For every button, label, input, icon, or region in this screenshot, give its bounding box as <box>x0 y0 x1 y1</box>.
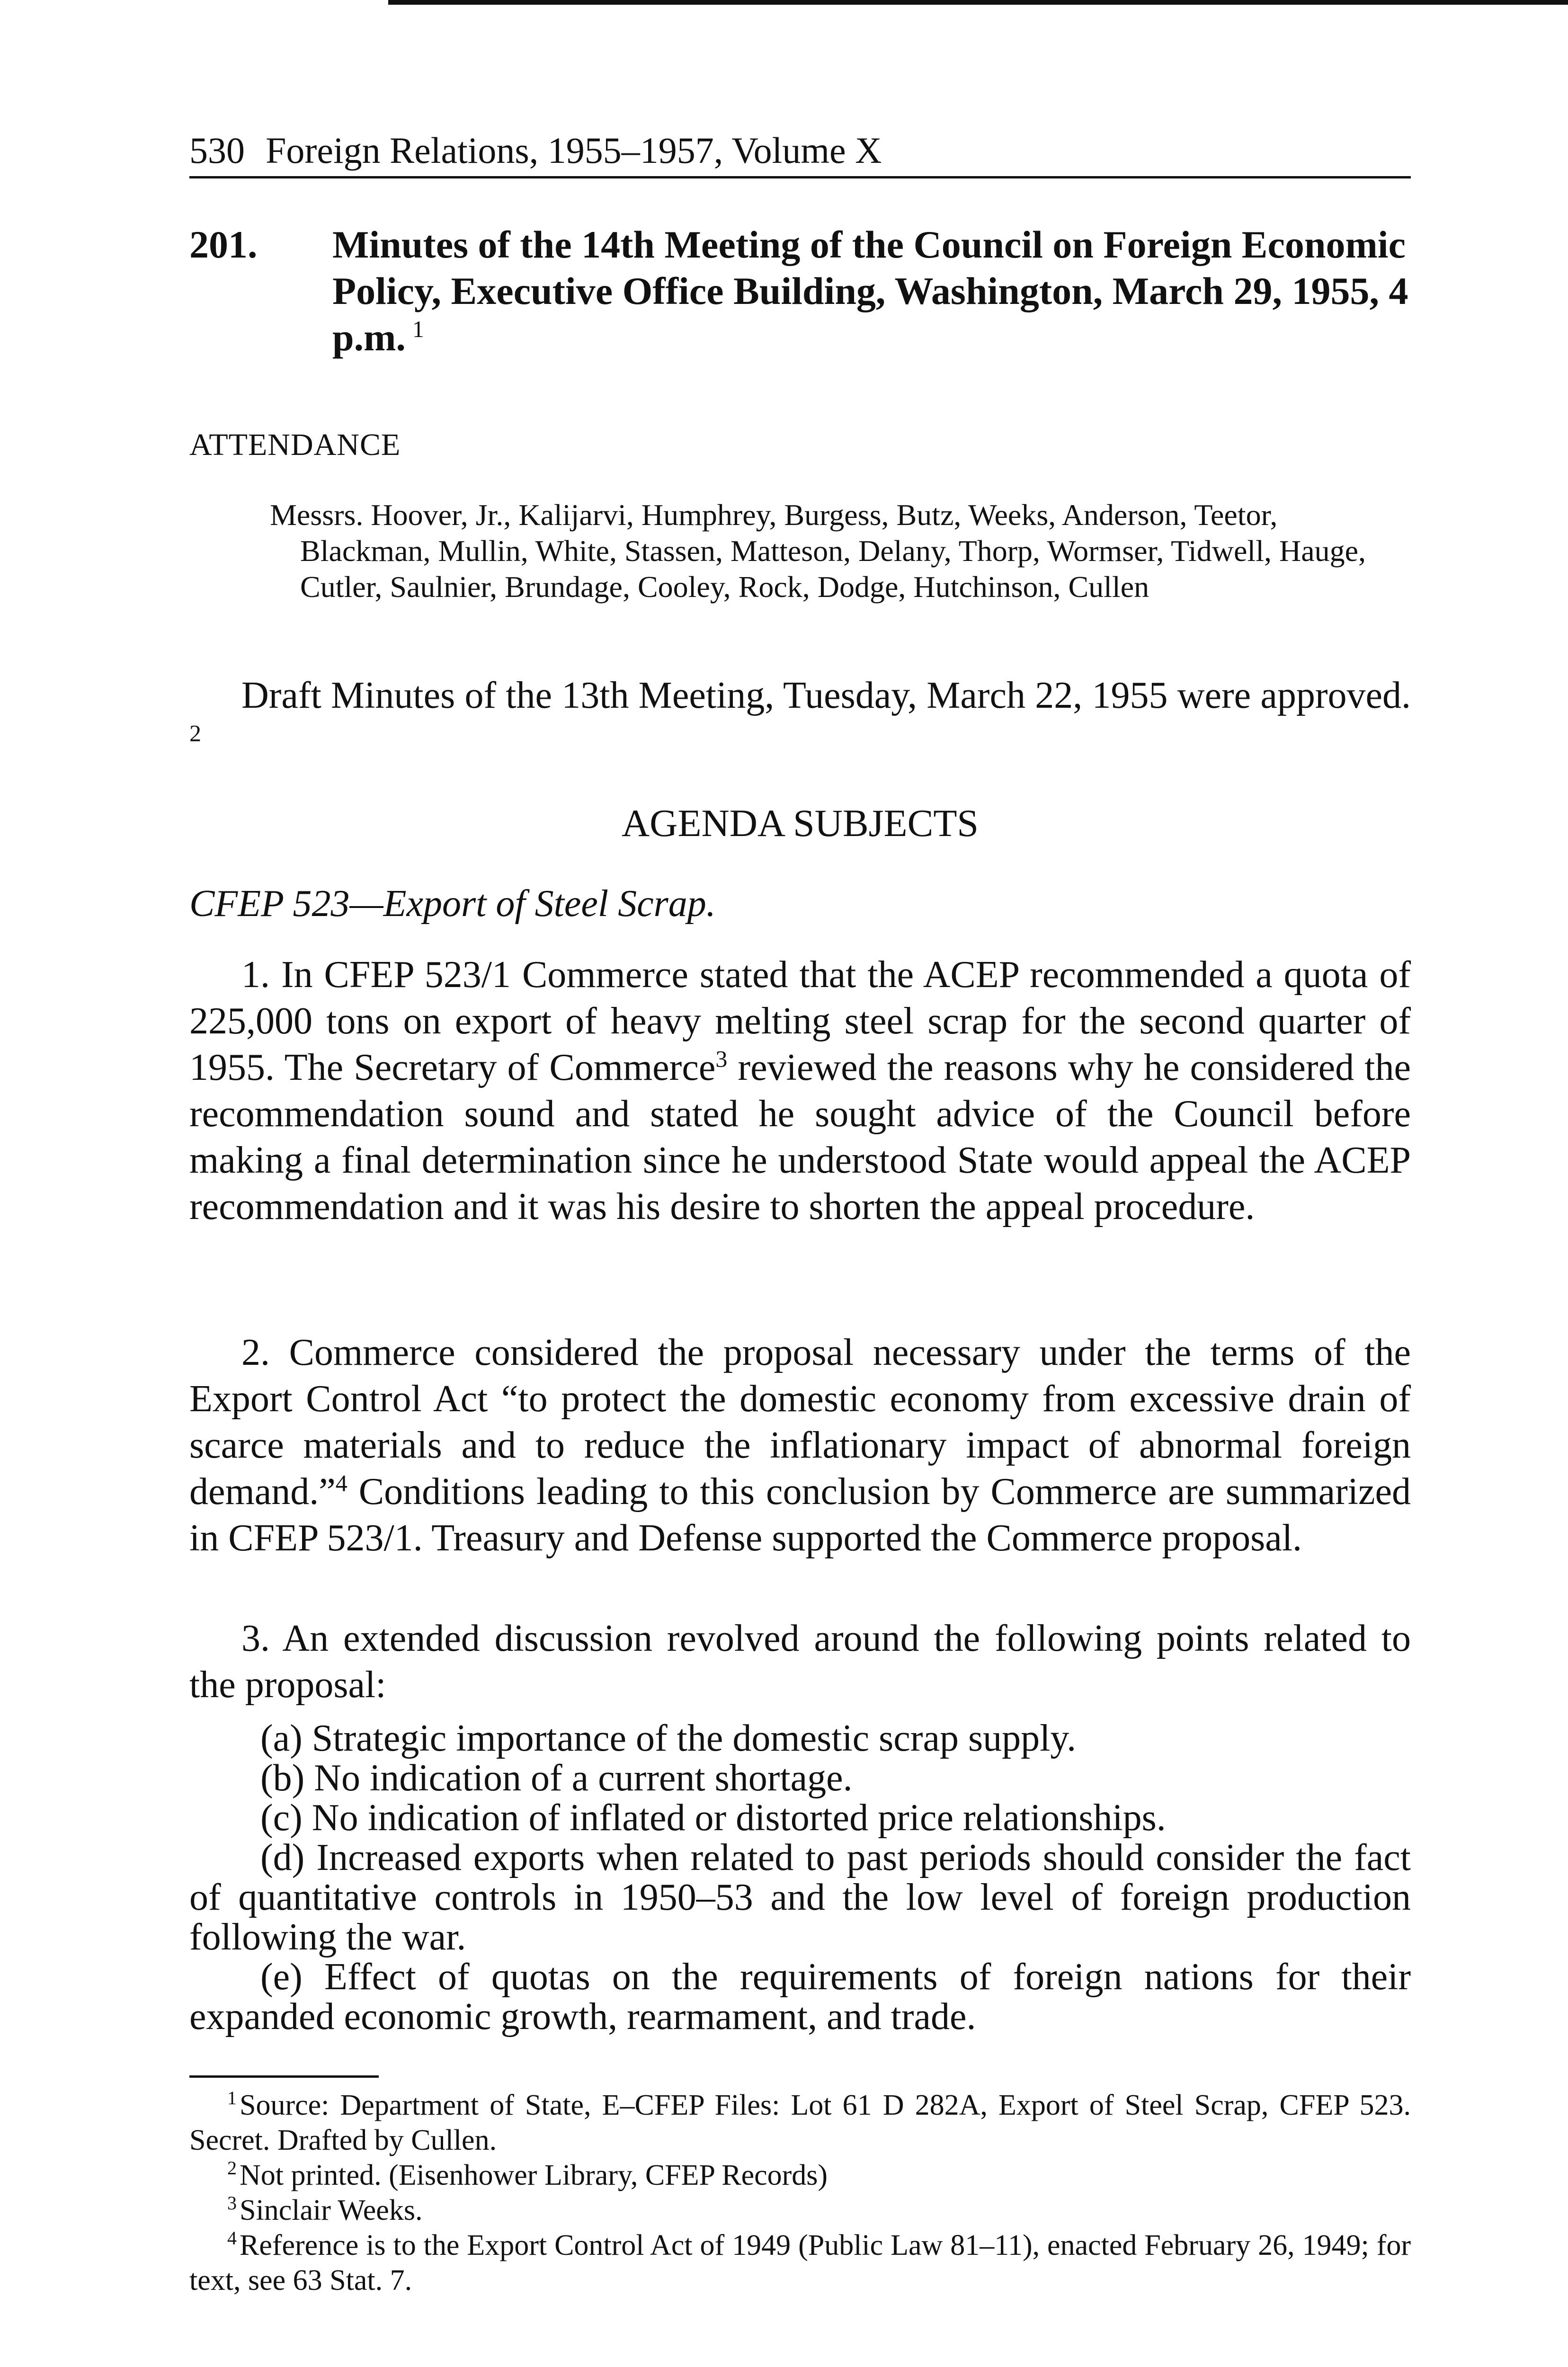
footnotes <box>189 2088 1411 2298</box>
point-d: (d) Increased exports when related to past periods should consider the fact of quantitative controls in 1950–53 and the low level of foreign production following the war. <box>189 1837 1411 1958</box>
footnote-2 <box>189 2158 1411 2193</box>
top-edge-rule <box>388 0 1568 5</box>
running-title: Foreign Relations, 1955–1957, Volume X <box>266 130 882 171</box>
page-number: 530 <box>189 130 245 171</box>
point-c: (c) No indication of inflated or distorted price relationships. <box>260 1797 1166 1839</box>
paragraph-2-text-a: 2. Commerce considered the proposal necessary under the terms of the Export Control Act “to protect the domestic economy from excessive drain of scarce materials and to reduce the inflationary impact of abnormal foreign demand.” <box>189 1332 1411 1513</box>
footnote-ref-2: 2 <box>189 720 201 747</box>
footnote-2-number: 2 <box>227 2157 237 2179</box>
agenda-heading: AGENDA SUBJECTS <box>621 801 979 845</box>
attendance-heading: ATTENDANCE <box>189 427 401 462</box>
footnote-4 <box>189 2228 1411 2298</box>
paragraph-3: 3. An extended discussion revolved around the following points related to the proposal: <box>189 1618 1411 1706</box>
draft-minutes-paragraph <box>189 672 1411 765</box>
running-header <box>189 127 1411 178</box>
paragraph-1 <box>189 952 1411 1230</box>
footnote-ref-3: 3 <box>715 1045 728 1072</box>
paragraph-1-text-a: 1. In CFEP 523/1 Commerce stated that the ACEP recommended a quota of 225,000 tons on export of heavy melting steel scrap for the second quarter of 1955. The Secretary of Commerce <box>189 954 1411 1088</box>
subject-heading: CFEP 523—Export of Steel Scrap. <box>189 883 716 925</box>
footnote-1 <box>189 2088 1411 2158</box>
footnote-ref-1: 1 <box>412 315 424 342</box>
attendance-names: Messrs. Hoover, Jr., Kalijarvi, Humphrey, Burgess, Butz, Weeks, Anderson, Teetor, Blackman, Mullin, White, Stassen, Matteson, Delany, Thorp, Wormser, Tidwell, Hauge, Cutler, Saulnier, Brundage, Cooley, Rock, Dodge, Hutchinson, Cullen <box>270 498 1366 604</box>
footnote-3-text: Sinclair Weeks. <box>240 2194 423 2226</box>
footnote-3 <box>189 2193 1411 2228</box>
point-b: (b) No indication of a current shortage. <box>260 1757 853 1799</box>
paragraph-2-text-b: Conditions leading to this conclusion by Commerce are summarized in CFEP 523/1. Treasury and Defense supported the Commerce proposal. <box>189 1471 1411 1559</box>
footnote-4-number: 4 <box>227 2227 237 2249</box>
point-a: (a) Strategic importance of the domestic scrap supply. <box>260 1717 1077 1759</box>
discussion-points <box>189 1718 1411 2037</box>
footnote-rule <box>189 2075 379 2078</box>
footnote-1-text: Source: Department of State, E–CFEP Files: Lot 61 D 282A, Export of Steel Scrap, CFEP 523. Secret. Drafted by Cullen. <box>189 2089 1411 2156</box>
document-number: 201. <box>189 223 258 266</box>
draft-minutes-text: Draft Minutes of the 13th Meeting, Tuesday, March 22, 1955 were approved. <box>241 675 1411 716</box>
footnote-2-text: Not printed. (Eisenhower Library, CFEP Records) <box>240 2159 828 2191</box>
footnote-1-number: 1 <box>227 2087 237 2109</box>
paragraph-2 <box>189 1329 1411 1561</box>
paragraph-1-text-b: reviewed the reasons why he considered the recommendation sound and stated he sought advice of the Council before making a final determination since he understood State would appeal the ACEP recommendation and it was his desire to shorten the appeal procedure. <box>189 1047 1411 1228</box>
footnote-ref-4: 4 <box>335 1469 347 1496</box>
footnote-4-text: Reference is to the Export Control Act of 1949 (Public Law 81–11), enacted February 26, 1949; for text, see 63 Stat. 7. <box>189 2229 1411 2296</box>
point-e: (e) Effect of quotas on the requirements of foreign nations for their expanded economic growth, rearmament, and trade. <box>189 1956 1411 2038</box>
footnote-3-number: 3 <box>227 2192 237 2214</box>
document-title-text: Minutes of the 14th Meeting of the Council on Foreign Economic Policy, Executive Office Building, Washington, March 29, 1955, 4 p.m. <box>332 223 1408 359</box>
document-title <box>332 222 1412 361</box>
